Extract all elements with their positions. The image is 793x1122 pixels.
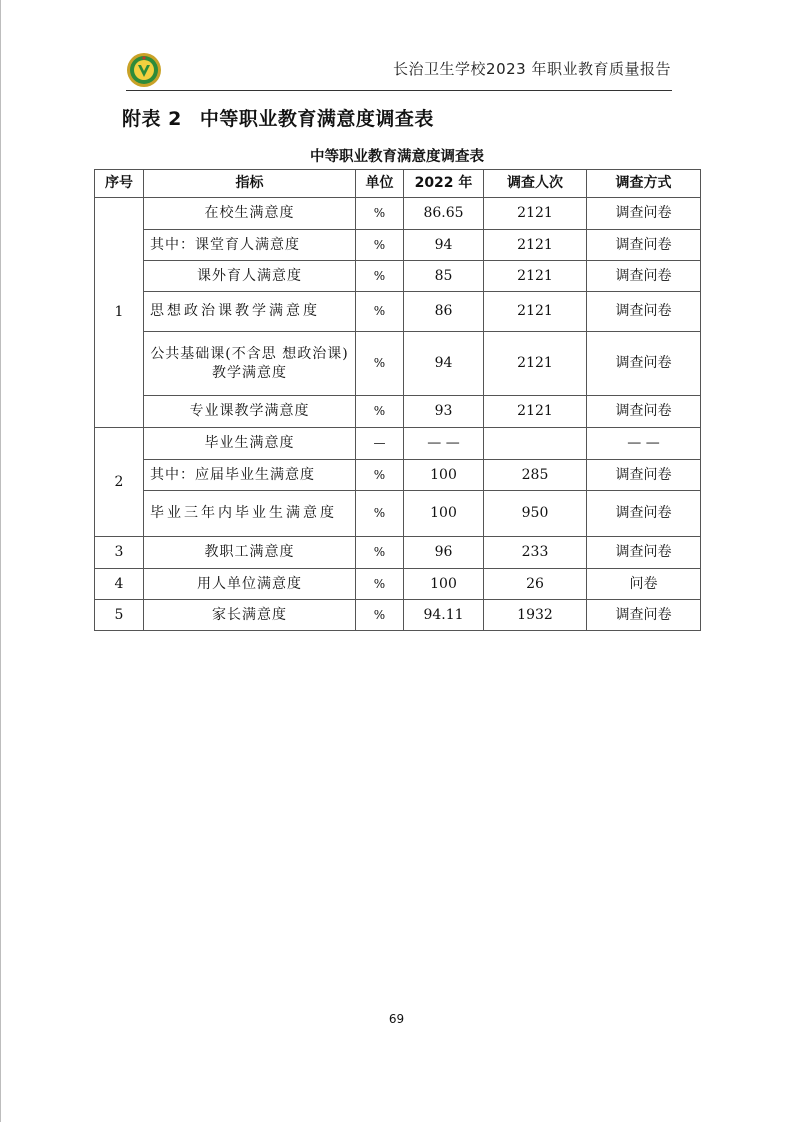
- table-row: [95, 491, 701, 537]
- table-header-row: [95, 170, 701, 198]
- row-indicator: 用人单位满意度: [144, 569, 356, 600]
- row-method: 调查问卷: [587, 198, 701, 230]
- row-indicator: 在校生满意度: [144, 198, 356, 230]
- row-unit: %: [356, 198, 404, 230]
- row-count: 285: [484, 460, 587, 491]
- row-value: — —: [404, 428, 484, 460]
- row-value: 100: [404, 460, 484, 491]
- row-seq: 2: [95, 428, 144, 537]
- row-indicator: 思想政治课教学满意度: [144, 292, 356, 332]
- appendix-label: 附表 2: [122, 108, 182, 130]
- row-indicator: 课外育人满意度: [144, 261, 356, 292]
- row-unit: %: [356, 600, 404, 631]
- row-count: 26: [484, 569, 587, 600]
- row-value: 100: [404, 491, 484, 537]
- page-edge: [0, 0, 1, 1122]
- row-indicator: 毕业三年内毕业生满意度: [144, 491, 356, 537]
- table-row: [95, 600, 701, 631]
- row-indicator: 教职工满意度: [144, 537, 356, 569]
- row-count: 2121: [484, 198, 587, 230]
- row-indicator: 专业课教学满意度: [144, 396, 356, 428]
- row-method: 调查问卷: [587, 491, 701, 537]
- row-indicator: 公共基础课(不含思 想政治课)教学满意度: [144, 332, 356, 396]
- table-row: [95, 569, 701, 600]
- row-seq: 5: [95, 600, 144, 631]
- table-row: [95, 332, 701, 396]
- row-unit: %: [356, 230, 404, 261]
- row-seq: 4: [95, 569, 144, 600]
- row-indicator: 其中：课堂育人满意度: [144, 230, 356, 261]
- row-method: 问卷: [587, 569, 701, 600]
- row-method: 调查问卷: [587, 537, 701, 569]
- row-value: 85: [404, 261, 484, 292]
- row-count: 2121: [484, 396, 587, 428]
- page-number: 69: [388, 1012, 405, 1026]
- row-value: 86.65: [404, 198, 484, 230]
- row-method: 调查问卷: [587, 292, 701, 332]
- table-row: [95, 396, 701, 428]
- row-count: 2121: [484, 292, 587, 332]
- table-row: [95, 261, 701, 292]
- header-method: 调查方式: [587, 170, 701, 198]
- row-count: 2121: [484, 230, 587, 261]
- row-value: 96: [404, 537, 484, 569]
- row-indicator: 毕业生满意度: [144, 428, 356, 460]
- row-indicator: 家长满意度: [144, 600, 356, 631]
- appendix-title: 中等职业教育满意度调查表: [199, 108, 434, 130]
- row-method: 调查问卷: [587, 396, 701, 428]
- row-count: [484, 428, 587, 460]
- row-unit: %: [356, 292, 404, 332]
- row-method: 调查问卷: [587, 230, 701, 261]
- table-row: [95, 198, 701, 230]
- row-method: 调查问卷: [587, 600, 701, 631]
- school-logo-icon: [126, 52, 162, 88]
- row-unit: %: [356, 569, 404, 600]
- row-unit: %: [356, 460, 404, 491]
- row-value: 94: [404, 332, 484, 396]
- row-count: 233: [484, 537, 587, 569]
- table-row: [95, 230, 701, 261]
- table-row: [95, 292, 701, 332]
- row-method: 调查问卷: [587, 261, 701, 292]
- appendix-heading: [122, 104, 434, 131]
- header-year: 2022 年: [404, 170, 484, 198]
- header-report-title: 长治卫生学校2023 年职业教育质量报告: [393, 60, 671, 78]
- row-value: 100: [404, 569, 484, 600]
- table-row: [95, 428, 701, 460]
- satisfaction-survey-table: [94, 169, 701, 631]
- row-count: 2121: [484, 332, 587, 396]
- table-row: [95, 460, 701, 491]
- row-value: 93: [404, 396, 484, 428]
- row-unit: —: [356, 428, 404, 460]
- row-unit: %: [356, 261, 404, 292]
- row-method: 调查问卷: [587, 332, 701, 396]
- row-count: 950: [484, 491, 587, 537]
- row-value: 86: [404, 292, 484, 332]
- table-row: [95, 537, 701, 569]
- table-caption: 中等职业教育满意度调查表: [310, 149, 484, 165]
- row-value: 94: [404, 230, 484, 261]
- row-method: — —: [587, 428, 701, 460]
- header-count: 调查人次: [484, 170, 587, 198]
- row-indicator: 其中：应届毕业生满意度: [144, 460, 356, 491]
- row-seq: 1: [95, 198, 144, 428]
- row-unit: %: [356, 491, 404, 537]
- header-unit: 单位: [356, 170, 404, 198]
- row-unit: %: [356, 332, 404, 396]
- row-unit: %: [356, 396, 404, 428]
- row-seq: 3: [95, 537, 144, 569]
- header-indicator: 指标: [144, 170, 356, 198]
- header-seq: 序号: [95, 170, 144, 198]
- header-divider: [126, 90, 672, 91]
- row-count: 1932: [484, 600, 587, 631]
- row-value: 94.11: [404, 600, 484, 631]
- row-unit: %: [356, 537, 404, 569]
- row-method: 调查问卷: [587, 460, 701, 491]
- row-count: 2121: [484, 261, 587, 292]
